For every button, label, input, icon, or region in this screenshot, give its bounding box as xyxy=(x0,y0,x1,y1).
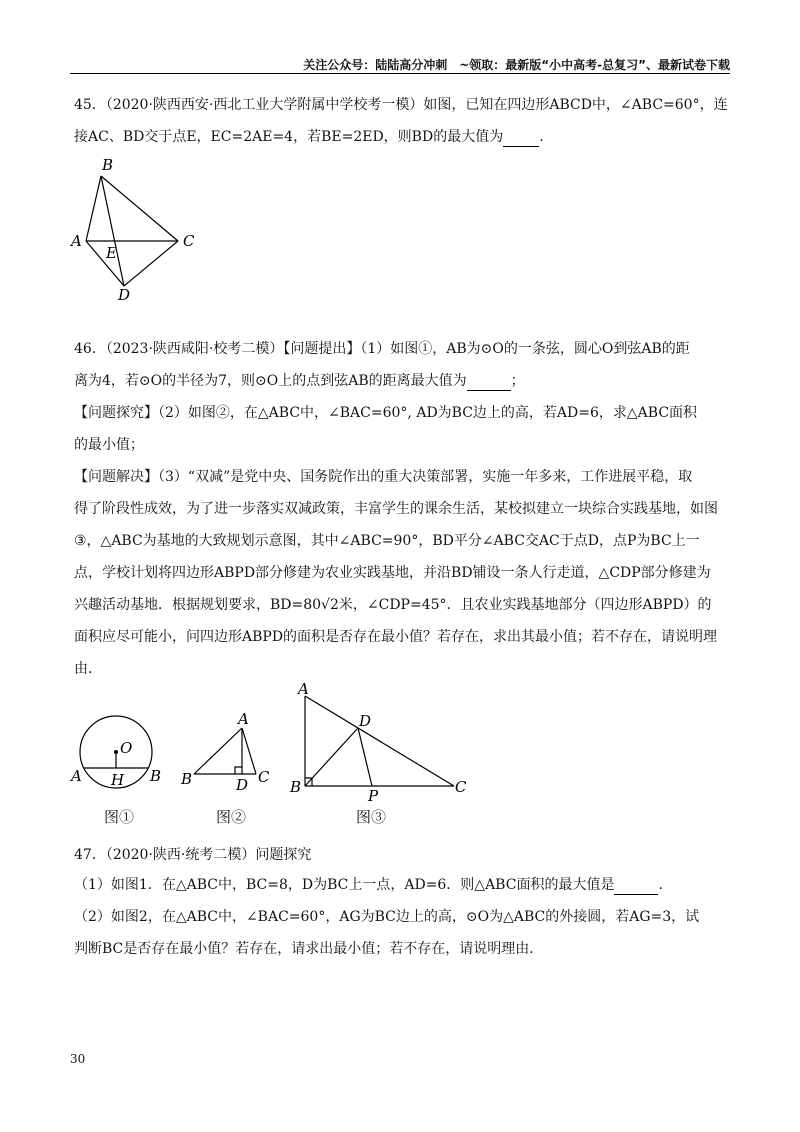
label-C: C xyxy=(183,232,195,250)
q45-line2-end: . xyxy=(539,129,544,145)
caption-fig1: 图① xyxy=(104,808,135,826)
q46-line8: 点，学校计划将四边形ABPD部分修建为农业实践基地，并沿BD铺设一条人行走道，△CDP部分修建为 xyxy=(74,565,711,581)
label-B: B xyxy=(150,767,162,785)
q46-line7: ③，△ABC为基地的大致规划示意图，其中∠ABC=90°，BD平分∠ABC交AC于点D，点P为BC上一 xyxy=(74,533,700,549)
label-A: A xyxy=(71,232,82,250)
figure-2-triangle xyxy=(176,708,286,798)
label-B: B xyxy=(290,778,302,796)
answer-blank-47 xyxy=(614,876,658,895)
figure-1-circle xyxy=(66,710,166,800)
q46-line2-end: ； xyxy=(510,373,525,389)
label-C: C xyxy=(258,768,270,786)
label-D: D xyxy=(118,286,131,304)
label-B: B xyxy=(102,156,114,174)
q45-line2-text: 接AC、BD交于点E，EC=2AE=4，若BE=2ED，则BD的最大值为 xyxy=(74,129,504,145)
q46-line6: 得了阶段性成效，为了进一步落实双减政策，丰富学生的课余生活，某校拟建立一块综合实践基地，如图 xyxy=(74,501,718,517)
q46-line1: 46．（2023·陕西咸阳·校考二模）【问题提出】（1）如图①，AB为⊙O的一条弦，圆心O到弦AB的距 xyxy=(74,341,690,357)
q46-line11: 由． xyxy=(74,661,102,677)
q47-line2 xyxy=(74,876,734,895)
label-A: A xyxy=(298,682,309,698)
page-number: 30 xyxy=(70,1052,86,1066)
q47-line3: （2）如图2，在△ABC中，∠BAC=60°，AG为BC边上的高，⊙O为△ABC的外接圆，若AG=3，试 xyxy=(74,909,700,925)
label-O: O xyxy=(120,739,133,757)
q46-line2-text: 离为4，若⊙O的半径为7，则⊙O上的点到弦AB的距离最大值为 xyxy=(74,373,467,389)
q46-line9: 兴趣活动基地．根据规划要求，BD=80√2米，∠CDP=45°．且农业实践基地部分（四边形ABPD）的 xyxy=(74,597,712,613)
answer-blank-46 xyxy=(467,372,511,391)
figure-45 xyxy=(66,156,206,306)
figure-3-triangle xyxy=(284,682,474,806)
label-A: A xyxy=(238,710,249,728)
q47-line2-end: . xyxy=(658,877,663,893)
q46-line2 xyxy=(74,372,734,391)
header-rule xyxy=(70,73,730,74)
q46-line5: 【问题解决】（3）“双减”是党中央、国务院作出的重大决策部署，实施一年多来，工作进展平稳，取 xyxy=(74,469,693,485)
q47-line4: 判断BC是否存在最小值？若存在，请求出最小值；若不存在，请说明理由． xyxy=(74,941,544,957)
q46-line10: 面积应尽可能小，问四边形ABPD的面积是否存在最小值？若存在，求出其最小值；若不存在，请说明理 xyxy=(74,629,718,645)
q45-line1: 45．（2020·陕西西安·西北工业大学附属中学校考一模）如图，已知在四边形ABCD中，∠ABC=60°，连 xyxy=(74,97,728,113)
caption-fig2: 图② xyxy=(216,808,247,826)
q46-line3: 【问题探究】（2）如图②，在△ABC中，∠BAC=60°, AD为BC边上的高，若AD=6，求△ABC面积 xyxy=(74,405,698,421)
caption-fig3: 图③ xyxy=(356,808,387,826)
q47-line1: 47．（2020·陕西·统考二模）问题探究 xyxy=(74,847,312,863)
label-D: D xyxy=(236,776,249,794)
label-H: H xyxy=(111,771,125,789)
q46-line4: 的最小值； xyxy=(74,437,144,453)
label-D: D xyxy=(359,712,372,730)
label-A: A xyxy=(71,767,82,785)
answer-blank-45 xyxy=(503,128,539,147)
label-B: B xyxy=(181,770,193,788)
q45-line2 xyxy=(74,128,734,147)
label-E: E xyxy=(106,244,117,262)
page-header: 关注公众号：陆陆高分冲刺 ~领取：最新版“小中高考-总复习”、最新试卷下载 xyxy=(303,58,730,72)
label-C: C xyxy=(455,778,467,796)
q47-line2-text: （1）如图1．在△ABC中，BC=8，D为BC上一点，AD=6．则△ABC面积的最大值是 xyxy=(74,877,615,893)
label-P: P xyxy=(368,787,379,805)
